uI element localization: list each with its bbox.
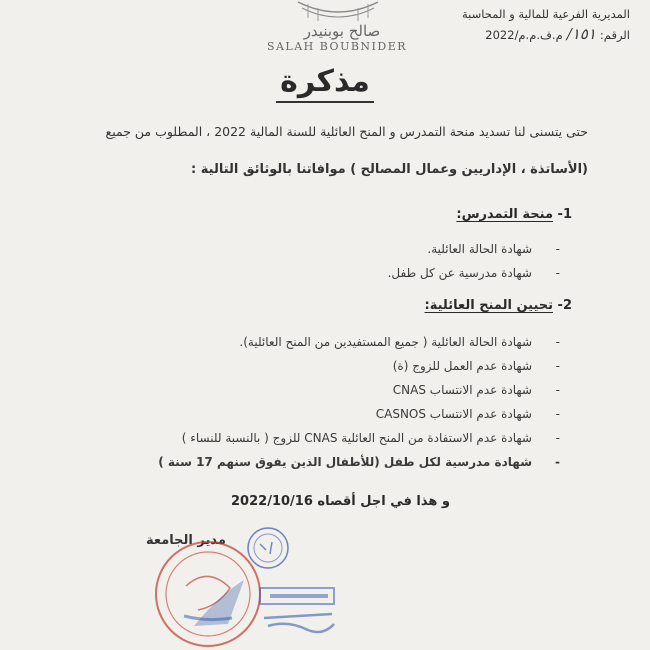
header-block (410, 4, 630, 45)
section-2-list (158, 332, 532, 476)
list-item: - شهادة الحالة العائلية. (388, 239, 532, 263)
logo-latin-text: SALAH BOUBNIDER (266, 40, 408, 53)
reference-line (410, 24, 630, 45)
section-2-title: تحيين المنح العائلية: (424, 298, 554, 313)
reference-label: الرقم: (599, 28, 630, 42)
signer-title: مدير الجامعة (146, 533, 226, 548)
reference-code: م.ف.م.م/2022 (485, 28, 563, 42)
deadline-text: و هذا في اجل أقصاه 2022/10/16 (231, 494, 450, 509)
list-item: - شهادة عدم الانتساب CNAS (158, 380, 532, 404)
page-title-text: مذكرة (276, 64, 374, 103)
directorate-name: المديرية الفرعية للمالية و المحاسبة (462, 7, 630, 21)
logo-arabic-text: صالح بوبنيدر (303, 22, 381, 40)
section-2-heading (425, 298, 572, 313)
list-item: - شهادة عدم الاستفادة من المنح العائلية CNAS للزوج ( بالنسبة للنساء ) (158, 428, 532, 452)
section-1-heading (456, 207, 572, 222)
reference-number: ١٥١/ (566, 25, 596, 43)
list-item: - شهادة الحالة العائلية ( جميع المستفيدين من المنح العائلية). (158, 332, 532, 356)
list-item: - شهادة عدم العمل للزوج (ة) (158, 356, 532, 380)
section-1-title: منحة التمدرس: (456, 207, 554, 222)
section-1-number: 1- (557, 207, 572, 222)
official-stamp-icon (148, 526, 338, 650)
intro-line-2: (الأساتذة ، الإداريين وعمال المصالح ) موافاتنا بالوثائق التالية : (191, 162, 588, 177)
section-1-list (388, 239, 532, 287)
list-item: - شهادة مدرسية لكل طفل (للأطفال الذين يفوق سنهم 17 سنة ) (158, 452, 532, 476)
intro-line-1: حتى يتسنى لنا تسديد منحة التمدرس و المنح العائلية للسنة المالية 2022 ، المطلوب من جميع (105, 124, 588, 139)
section-2-number: 2- (557, 298, 572, 313)
list-item: - شهادة مدرسية عن كل طفل. (388, 263, 532, 287)
list-item: - شهادة عدم الانتساب CASNOS (158, 404, 532, 428)
page-title (0, 64, 650, 103)
